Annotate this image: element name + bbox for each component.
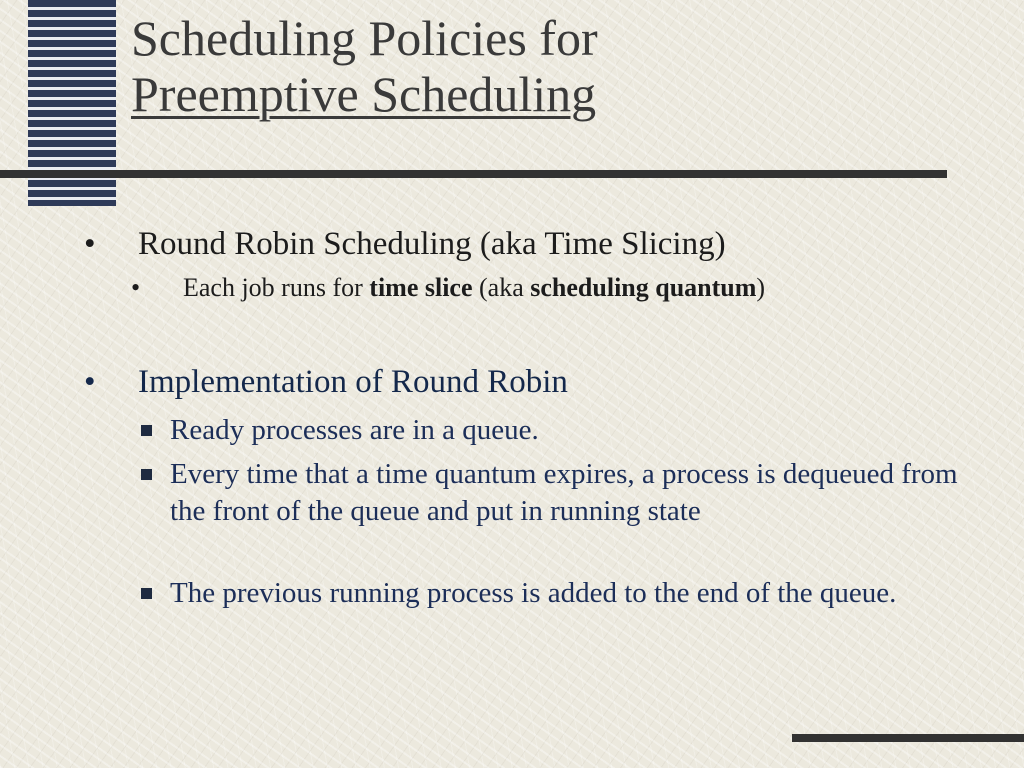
list-item: The previous running process is added to the end of the queue. xyxy=(170,577,897,609)
square-bullet-icon xyxy=(141,425,152,436)
term-scheduling-quantum: scheduling quantum xyxy=(530,273,757,302)
title-line-1: Scheduling Policies for xyxy=(131,10,598,66)
bullet-text: Round Robin Scheduling (aka Time Slicing) xyxy=(138,226,726,262)
sub-bullet-dot: • xyxy=(131,273,141,302)
list-item: Ready processes are in a queue. xyxy=(170,414,539,446)
sub-bullet-part1: Each job runs for xyxy=(183,273,370,302)
bullet-text: Implementation of Round Robin xyxy=(138,364,568,400)
sub-bullet-text xyxy=(183,272,765,304)
square-bullet-icon xyxy=(141,469,152,480)
square-bullet-icon xyxy=(141,588,152,599)
list-item: Every time that a time quantum expires, a process is dequeued from the front of the queue and put in running state xyxy=(170,458,958,527)
sub-bullet-part2: (aka xyxy=(472,273,531,302)
term-time-slice: time slice xyxy=(369,273,473,302)
bullet-dot: • xyxy=(84,226,96,262)
sub-bullet-part3: ) xyxy=(756,273,766,302)
bullet-dot: • xyxy=(84,364,96,400)
title-line-2: Preemptive Scheduling xyxy=(131,66,597,122)
